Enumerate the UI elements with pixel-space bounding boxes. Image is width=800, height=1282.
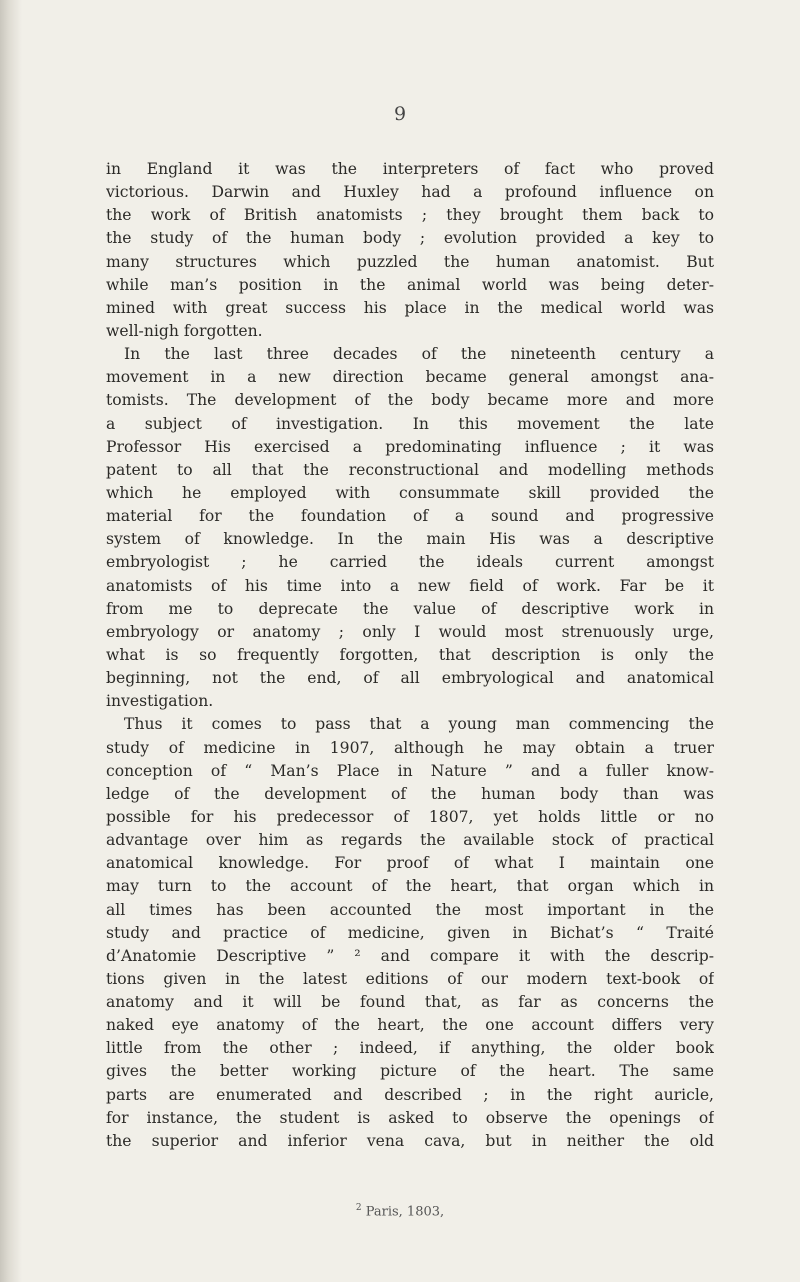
- text-line: what is so frequently forgotten, that description is only the: [106, 645, 714, 664]
- text-line: possible for his predecessor of 1807, yet holds little or no: [106, 807, 714, 826]
- text-line: study and practice of medicine, given in Bichat’s “ Traité: [106, 923, 714, 942]
- text-line: in England it was the interpreters of fact who proved: [106, 160, 714, 178]
- text-line: anatomists of his time into a new field of work. Far be it: [106, 576, 714, 595]
- text-line: anatomical knowledge. For proof of what I maintain one: [106, 854, 714, 873]
- text-line: conception of “ Man’s Place in Nature ” and a fuller know-: [106, 761, 714, 780]
- text-line: material for the foundation of a sound and progressive: [106, 507, 714, 526]
- text-line: victorious. Darwin and Huxley had a profound influence on: [106, 183, 714, 202]
- text-line: investigation.: [106, 692, 214, 711]
- text-line: tions given in the latest editions of our modern text-book of: [106, 969, 714, 988]
- text-line: from me to deprecate the value of descriptive work in: [106, 599, 714, 618]
- text-line: for instance, the student is asked to observe the openings of: [106, 1108, 714, 1127]
- text-line: a subject of investigation. In this movement the late: [106, 414, 714, 433]
- page-number: 9: [393, 103, 407, 125]
- text-line: system of knowledge. In the main His was a descriptive: [106, 530, 714, 549]
- text-line: well-nigh forgotten.: [106, 321, 263, 340]
- text-line: d’Anatomie Descriptive ” ² and compare it with the descrip-: [106, 946, 714, 965]
- footnote-marker: 2: [355, 1203, 362, 1213]
- text-line: embryology or anatomy ; only I would most strenuously urge,: [106, 622, 714, 641]
- text-line: the study of the human body ; evolution provided a key to: [106, 229, 714, 248]
- text-line: embryologist ; he carried the ideals current amongst: [106, 553, 714, 572]
- text-line: Thus it comes to pass that a young man commencing the: [124, 715, 714, 734]
- text-line: parts are enumerated and described ; in the right auricle,: [106, 1085, 714, 1104]
- footnote-text: Paris, 1803,: [361, 1204, 445, 1220]
- text-line: the work of British anatomists ; they brought them back to: [106, 206, 714, 225]
- text-line: study of medicine in 1907, although he may obtain a truer: [106, 738, 714, 757]
- text-line: little from the other ; indeed, if anything, the older book: [106, 1039, 714, 1058]
- text-line: mined with great success his place in the medical world was: [106, 298, 714, 317]
- text-line: may turn to the account of the heart, that organ which in: [106, 877, 714, 896]
- text-line: naked eye anatomy of the heart, the one account differs very: [106, 1016, 714, 1035]
- body-text: [106, 158, 714, 1153]
- footnote: [0, 1203, 800, 1219]
- page-edge-shadow: [0, 0, 22, 1282]
- text-line: beginning, not the end, of all embryological and anatomical: [106, 669, 714, 688]
- text-line: patent to all that the reconstructional and modelling methods: [106, 460, 714, 479]
- text-line: anatomy and it will be found that, as far as concerns the: [106, 993, 714, 1012]
- text-line: tomists. The development of the body became more and more: [106, 391, 714, 410]
- text-line: ledge of the development of the human body than was: [106, 784, 714, 803]
- text-line: all times has been accounted the most important in the: [106, 900, 714, 919]
- text-line: which he employed with consummate skill provided the: [106, 483, 714, 502]
- text-line: while man’s position in the animal world was being deter-: [106, 275, 714, 294]
- text-line: advantage over him as regards the available stock of practical: [106, 831, 714, 850]
- text-line: gives the better working picture of the heart. The same: [106, 1062, 714, 1081]
- text-line: movement in a new direction became general amongst ana-: [106, 368, 714, 387]
- text-line: In the last three decades of the nineteenth century a: [124, 345, 714, 364]
- text-line: Professor His exercised a predominating influence ; it was: [106, 437, 714, 456]
- text-line: the superior and inferior vena cava, but in neither the old: [106, 1131, 714, 1150]
- text-line: many structures which puzzled the human anatomist. But: [106, 252, 714, 271]
